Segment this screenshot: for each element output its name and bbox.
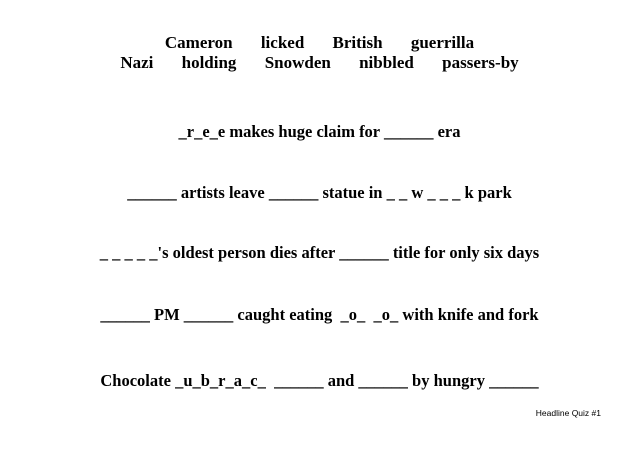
word-bank-item: licked bbox=[260, 33, 305, 52]
word-bank-item: holding bbox=[181, 53, 237, 72]
word-bank-item: Cameron bbox=[164, 33, 233, 52]
word-bank-item: nibbled bbox=[359, 53, 414, 72]
word-bank-item: Nazi bbox=[120, 53, 154, 72]
word-bank-row-1 bbox=[0, 33, 639, 53]
headline-3: _ _ _ _ _'s oldest person dies after ______ title for only six days bbox=[99, 243, 540, 262]
word-bank-row-2 bbox=[0, 53, 639, 73]
word-bank bbox=[0, 33, 639, 73]
headline-4: ______ PM ______ caught eating _o_ _o_ with knife and fork bbox=[100, 305, 539, 324]
word-bank-item: guerrilla bbox=[410, 33, 475, 52]
headline-2: ______ artists leave ______ statue in _ _ w _ _ _ k park bbox=[127, 183, 512, 202]
headline-1: _r_e_e makes huge claim for ______ era bbox=[178, 122, 461, 141]
headline-5: Chocolate _u_b_r_a_c_ ______ and ______ by hungry ______ bbox=[100, 371, 539, 390]
quiz-footer-label: Headline Quiz #1 bbox=[535, 408, 601, 418]
word-bank-item: British bbox=[332, 33, 383, 52]
word-bank-item: passers-by bbox=[442, 53, 519, 72]
word-bank-item: Snowden bbox=[264, 53, 331, 72]
